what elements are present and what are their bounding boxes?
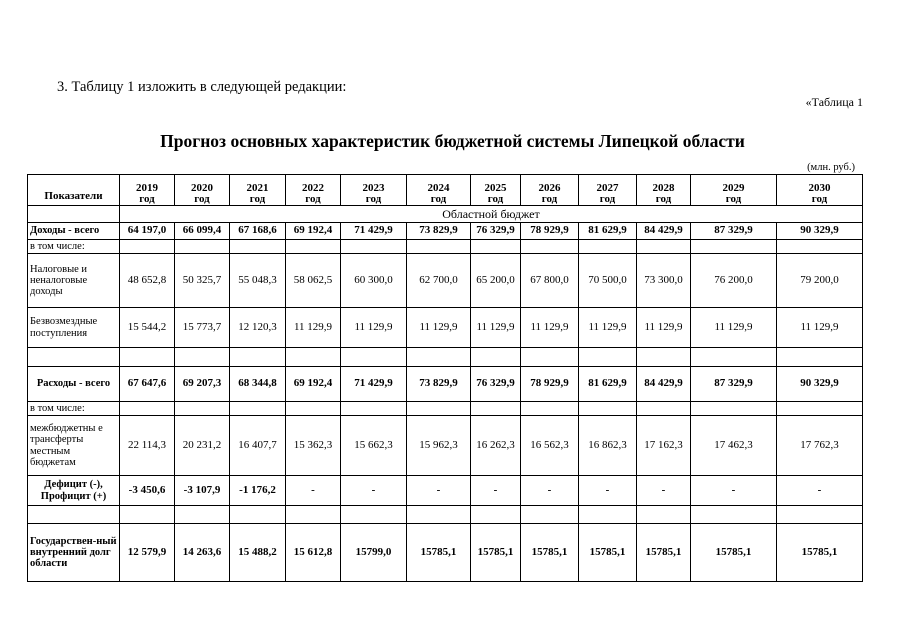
table-row bbox=[28, 348, 863, 367]
table-cell: 90 329,9 bbox=[777, 367, 863, 402]
table-cell: 11 129,9 bbox=[471, 308, 521, 348]
table-cell bbox=[120, 240, 175, 254]
header-year-2029 bbox=[691, 175, 777, 206]
table-cell: 71 429,9 bbox=[341, 367, 407, 402]
table-cell: 87 329,9 bbox=[691, 367, 777, 402]
table-cell: - bbox=[691, 476, 777, 506]
table-cell bbox=[175, 240, 230, 254]
table-cell: 55 048,3 bbox=[230, 254, 286, 308]
table-cell: 15 612,8 bbox=[286, 524, 341, 582]
table-cell bbox=[120, 402, 175, 416]
table-cell bbox=[175, 348, 230, 367]
row-label: в том числе: bbox=[28, 402, 120, 416]
header-year-2021 bbox=[230, 175, 286, 206]
table-cell bbox=[407, 240, 471, 254]
table-cell bbox=[230, 348, 286, 367]
header-year-word: год bbox=[655, 193, 672, 205]
units-label: (млн. руб.) bbox=[807, 162, 855, 173]
table-cell bbox=[521, 506, 579, 524]
table-cell bbox=[777, 506, 863, 524]
header-year-value: 2020 bbox=[191, 182, 213, 194]
intro-text: 3. Таблицу 1 изложить в следующей редакции: bbox=[57, 79, 347, 95]
table-cell: 17 762,3 bbox=[777, 416, 863, 476]
table-cell: - bbox=[341, 476, 407, 506]
table-cell: 15785,1 bbox=[471, 524, 521, 582]
table-cell bbox=[637, 506, 691, 524]
header-year-word: год bbox=[487, 193, 504, 205]
header-year-word: год bbox=[365, 193, 382, 205]
header-year-value: 2025 bbox=[484, 182, 507, 194]
table-cell bbox=[175, 506, 230, 524]
table-cell bbox=[407, 506, 471, 524]
page-title: Прогноз основных характеристик бюджетной системы Липецкой области bbox=[160, 131, 745, 151]
table-cell bbox=[407, 348, 471, 367]
table-cell bbox=[637, 348, 691, 367]
table-label: «Таблица 1 bbox=[805, 95, 863, 109]
table-cell: -1 176,2 bbox=[230, 476, 286, 506]
table-cell: 84 429,9 bbox=[637, 367, 691, 402]
table-cell: 11 129,9 bbox=[341, 308, 407, 348]
table-cell bbox=[120, 506, 175, 524]
header-year-value: 2023 bbox=[362, 182, 385, 194]
header-year-2019 bbox=[120, 175, 175, 206]
table-cell: -3 107,9 bbox=[175, 476, 230, 506]
table-cell: 15 362,3 bbox=[286, 416, 341, 476]
row-label: Дефицит (-), Профицит (+) bbox=[28, 476, 120, 506]
row-label: в том числе: bbox=[28, 240, 120, 254]
table-cell: 84 429,9 bbox=[637, 223, 691, 240]
table-cell: 15785,1 bbox=[579, 524, 637, 582]
table-cell: - bbox=[286, 476, 341, 506]
table-cell: 67 800,0 bbox=[521, 254, 579, 308]
table-cell: 16 262,3 bbox=[471, 416, 521, 476]
header-year-2023 bbox=[341, 175, 407, 206]
table-cell bbox=[471, 348, 521, 367]
table-cell: 14 263,6 bbox=[175, 524, 230, 582]
header-year-word: год bbox=[139, 193, 155, 205]
table-cell: - bbox=[579, 476, 637, 506]
table-row bbox=[28, 416, 863, 476]
table-cell: 22 114,3 bbox=[120, 416, 175, 476]
header-year-2024 bbox=[407, 175, 471, 206]
table-cell: 64 197,0 bbox=[120, 223, 175, 240]
table-row bbox=[28, 223, 863, 240]
table-cell: 48 652,8 bbox=[120, 254, 175, 308]
table-cell bbox=[579, 402, 637, 416]
header-year-value: 2022 bbox=[302, 182, 324, 194]
row-label: Расходы - всего bbox=[28, 367, 120, 402]
header-year-2030 bbox=[777, 175, 863, 206]
header-year-value: 2027 bbox=[596, 182, 619, 194]
table-cell: 11 129,9 bbox=[637, 308, 691, 348]
table-cell bbox=[407, 402, 471, 416]
table-cell: 15785,1 bbox=[691, 524, 777, 582]
table-cell: 12 579,9 bbox=[120, 524, 175, 582]
table-cell: 68 344,8 bbox=[230, 367, 286, 402]
table-cell: 76 329,9 bbox=[471, 223, 521, 240]
table-cell: 70 500,0 bbox=[579, 254, 637, 308]
table-cell: 20 231,2 bbox=[175, 416, 230, 476]
header-year-word: год bbox=[305, 193, 321, 205]
table-cell: 71 429,9 bbox=[341, 223, 407, 240]
table-cell bbox=[777, 402, 863, 416]
table-cell: 16 562,3 bbox=[521, 416, 579, 476]
table-cell: 69 192,4 bbox=[286, 223, 341, 240]
table-cell bbox=[286, 348, 341, 367]
table-cell bbox=[471, 506, 521, 524]
table-cell bbox=[230, 240, 286, 254]
table-row bbox=[28, 254, 863, 308]
table-cell: 15 773,7 bbox=[175, 308, 230, 348]
table-cell: 15 488,2 bbox=[230, 524, 286, 582]
table-cell: 69 192,4 bbox=[286, 367, 341, 402]
table-cell: 78 929,9 bbox=[521, 223, 579, 240]
table-cell bbox=[341, 348, 407, 367]
table-cell bbox=[691, 348, 777, 367]
table-cell: - bbox=[777, 476, 863, 506]
header-year-word: год bbox=[725, 193, 742, 205]
header-year-2027 bbox=[579, 175, 637, 206]
header-year-value: 2021 bbox=[246, 182, 269, 194]
table-cell: 16 862,3 bbox=[579, 416, 637, 476]
table-cell: 11 129,9 bbox=[579, 308, 637, 348]
header-year-value: 2019 bbox=[136, 182, 158, 194]
table-cell: -3 450,6 bbox=[120, 476, 175, 506]
header-year-value: 2026 bbox=[538, 182, 561, 194]
table-row bbox=[28, 367, 863, 402]
row-label: Безвозмездные поступления bbox=[28, 308, 120, 348]
header-year-word: год bbox=[541, 193, 558, 205]
header-year-2022 bbox=[286, 175, 341, 206]
table-cell: 76 329,9 bbox=[471, 367, 521, 402]
header-year-word: год bbox=[811, 193, 828, 205]
header-year-value: 2029 bbox=[722, 182, 745, 194]
table-cell: 15785,1 bbox=[637, 524, 691, 582]
table-cell bbox=[471, 240, 521, 254]
table-cell: 11 129,9 bbox=[777, 308, 863, 348]
section-title: Областной бюджет bbox=[120, 206, 863, 223]
table-cell bbox=[777, 240, 863, 254]
table-cell bbox=[691, 402, 777, 416]
table-cell: 73 300,0 bbox=[637, 254, 691, 308]
table-cell: 11 129,9 bbox=[691, 308, 777, 348]
table-cell: 17 162,3 bbox=[637, 416, 691, 476]
table-cell bbox=[286, 506, 341, 524]
header-year-2028 bbox=[637, 175, 691, 206]
table-cell: 66 099,4 bbox=[175, 223, 230, 240]
header-year-value: 2024 bbox=[427, 182, 450, 194]
table-cell bbox=[341, 506, 407, 524]
table-cell: 11 129,9 bbox=[407, 308, 471, 348]
table-cell: 15 544,2 bbox=[120, 308, 175, 348]
table-cell: 62 700,0 bbox=[407, 254, 471, 308]
row-label bbox=[28, 348, 120, 367]
table-cell: - bbox=[637, 476, 691, 506]
table-cell bbox=[521, 402, 579, 416]
table-cell bbox=[777, 348, 863, 367]
table-cell: 17 462,3 bbox=[691, 416, 777, 476]
table-row bbox=[28, 308, 863, 348]
table-cell: 15785,1 bbox=[521, 524, 579, 582]
table-cell: 11 129,9 bbox=[286, 308, 341, 348]
table-row bbox=[28, 476, 863, 506]
row-label: Государствен-ный внутренний долг области bbox=[28, 524, 120, 582]
table-cell bbox=[579, 348, 637, 367]
header-year-word: год bbox=[249, 193, 266, 205]
table-cell: 11 129,9 bbox=[521, 308, 579, 348]
table-cell: 90 329,9 bbox=[777, 223, 863, 240]
row-label: межбюджетны е трансферты местным бюджетам bbox=[28, 416, 120, 476]
row-label bbox=[28, 506, 120, 524]
table-cell bbox=[230, 402, 286, 416]
table-cell bbox=[286, 240, 341, 254]
budget-table bbox=[27, 174, 863, 582]
table-cell bbox=[471, 402, 521, 416]
header-indicator: Показатели bbox=[28, 175, 120, 206]
header-row bbox=[28, 175, 863, 206]
table-cell: 58 062,5 bbox=[286, 254, 341, 308]
table-cell bbox=[579, 506, 637, 524]
table-cell: 67 647,6 bbox=[120, 367, 175, 402]
table-cell bbox=[691, 240, 777, 254]
table-row bbox=[28, 524, 863, 582]
table-cell: 69 207,3 bbox=[175, 367, 230, 402]
table-cell: 60 300,0 bbox=[341, 254, 407, 308]
table-cell: - bbox=[471, 476, 521, 506]
table-cell: 76 200,0 bbox=[691, 254, 777, 308]
table-cell: 79 200,0 bbox=[777, 254, 863, 308]
table-cell: 81 629,9 bbox=[579, 223, 637, 240]
table-cell: 15 662,3 bbox=[341, 416, 407, 476]
table-cell bbox=[341, 240, 407, 254]
table-cell: 67 168,6 bbox=[230, 223, 286, 240]
header-year-2025 bbox=[471, 175, 521, 206]
header-year-word: год bbox=[430, 193, 447, 205]
table-cell bbox=[521, 240, 579, 254]
header-year-value: 2030 bbox=[808, 182, 831, 194]
table-cell: 12 120,3 bbox=[230, 308, 286, 348]
table-cell bbox=[175, 402, 230, 416]
table-cell: - bbox=[521, 476, 579, 506]
table-cell: 73 829,9 bbox=[407, 367, 471, 402]
table-cell: - bbox=[407, 476, 471, 506]
table-cell: 15785,1 bbox=[777, 524, 863, 582]
header-year-value: 2028 bbox=[652, 182, 675, 194]
header-year-word: год bbox=[599, 193, 616, 205]
header-year-2020 bbox=[175, 175, 230, 206]
row-label: Налоговые и неналоговые доходы bbox=[28, 254, 120, 308]
table-row bbox=[28, 506, 863, 524]
table-cell bbox=[230, 506, 286, 524]
table-cell bbox=[341, 402, 407, 416]
table-cell: 73 829,9 bbox=[407, 223, 471, 240]
table-row bbox=[28, 240, 863, 254]
table-cell: 87 329,9 bbox=[691, 223, 777, 240]
table-cell: 15799,0 bbox=[341, 524, 407, 582]
table-row bbox=[28, 402, 863, 416]
table-cell bbox=[286, 402, 341, 416]
table-cell bbox=[637, 240, 691, 254]
section-row bbox=[28, 206, 863, 223]
table-cell: 16 407,7 bbox=[230, 416, 286, 476]
table-cell: 81 629,9 bbox=[579, 367, 637, 402]
table-cell bbox=[521, 348, 579, 367]
row-label: Доходы - всего bbox=[28, 223, 120, 240]
table-cell bbox=[691, 506, 777, 524]
table-cell: 78 929,9 bbox=[521, 367, 579, 402]
table-cell: 65 200,0 bbox=[471, 254, 521, 308]
table-cell bbox=[120, 348, 175, 367]
table-cell: 50 325,7 bbox=[175, 254, 230, 308]
table-cell bbox=[579, 240, 637, 254]
table-cell bbox=[637, 402, 691, 416]
table-cell: 15785,1 bbox=[407, 524, 471, 582]
table-cell: 15 962,3 bbox=[407, 416, 471, 476]
header-year-word: год bbox=[194, 193, 210, 205]
header-year-2026 bbox=[521, 175, 579, 206]
